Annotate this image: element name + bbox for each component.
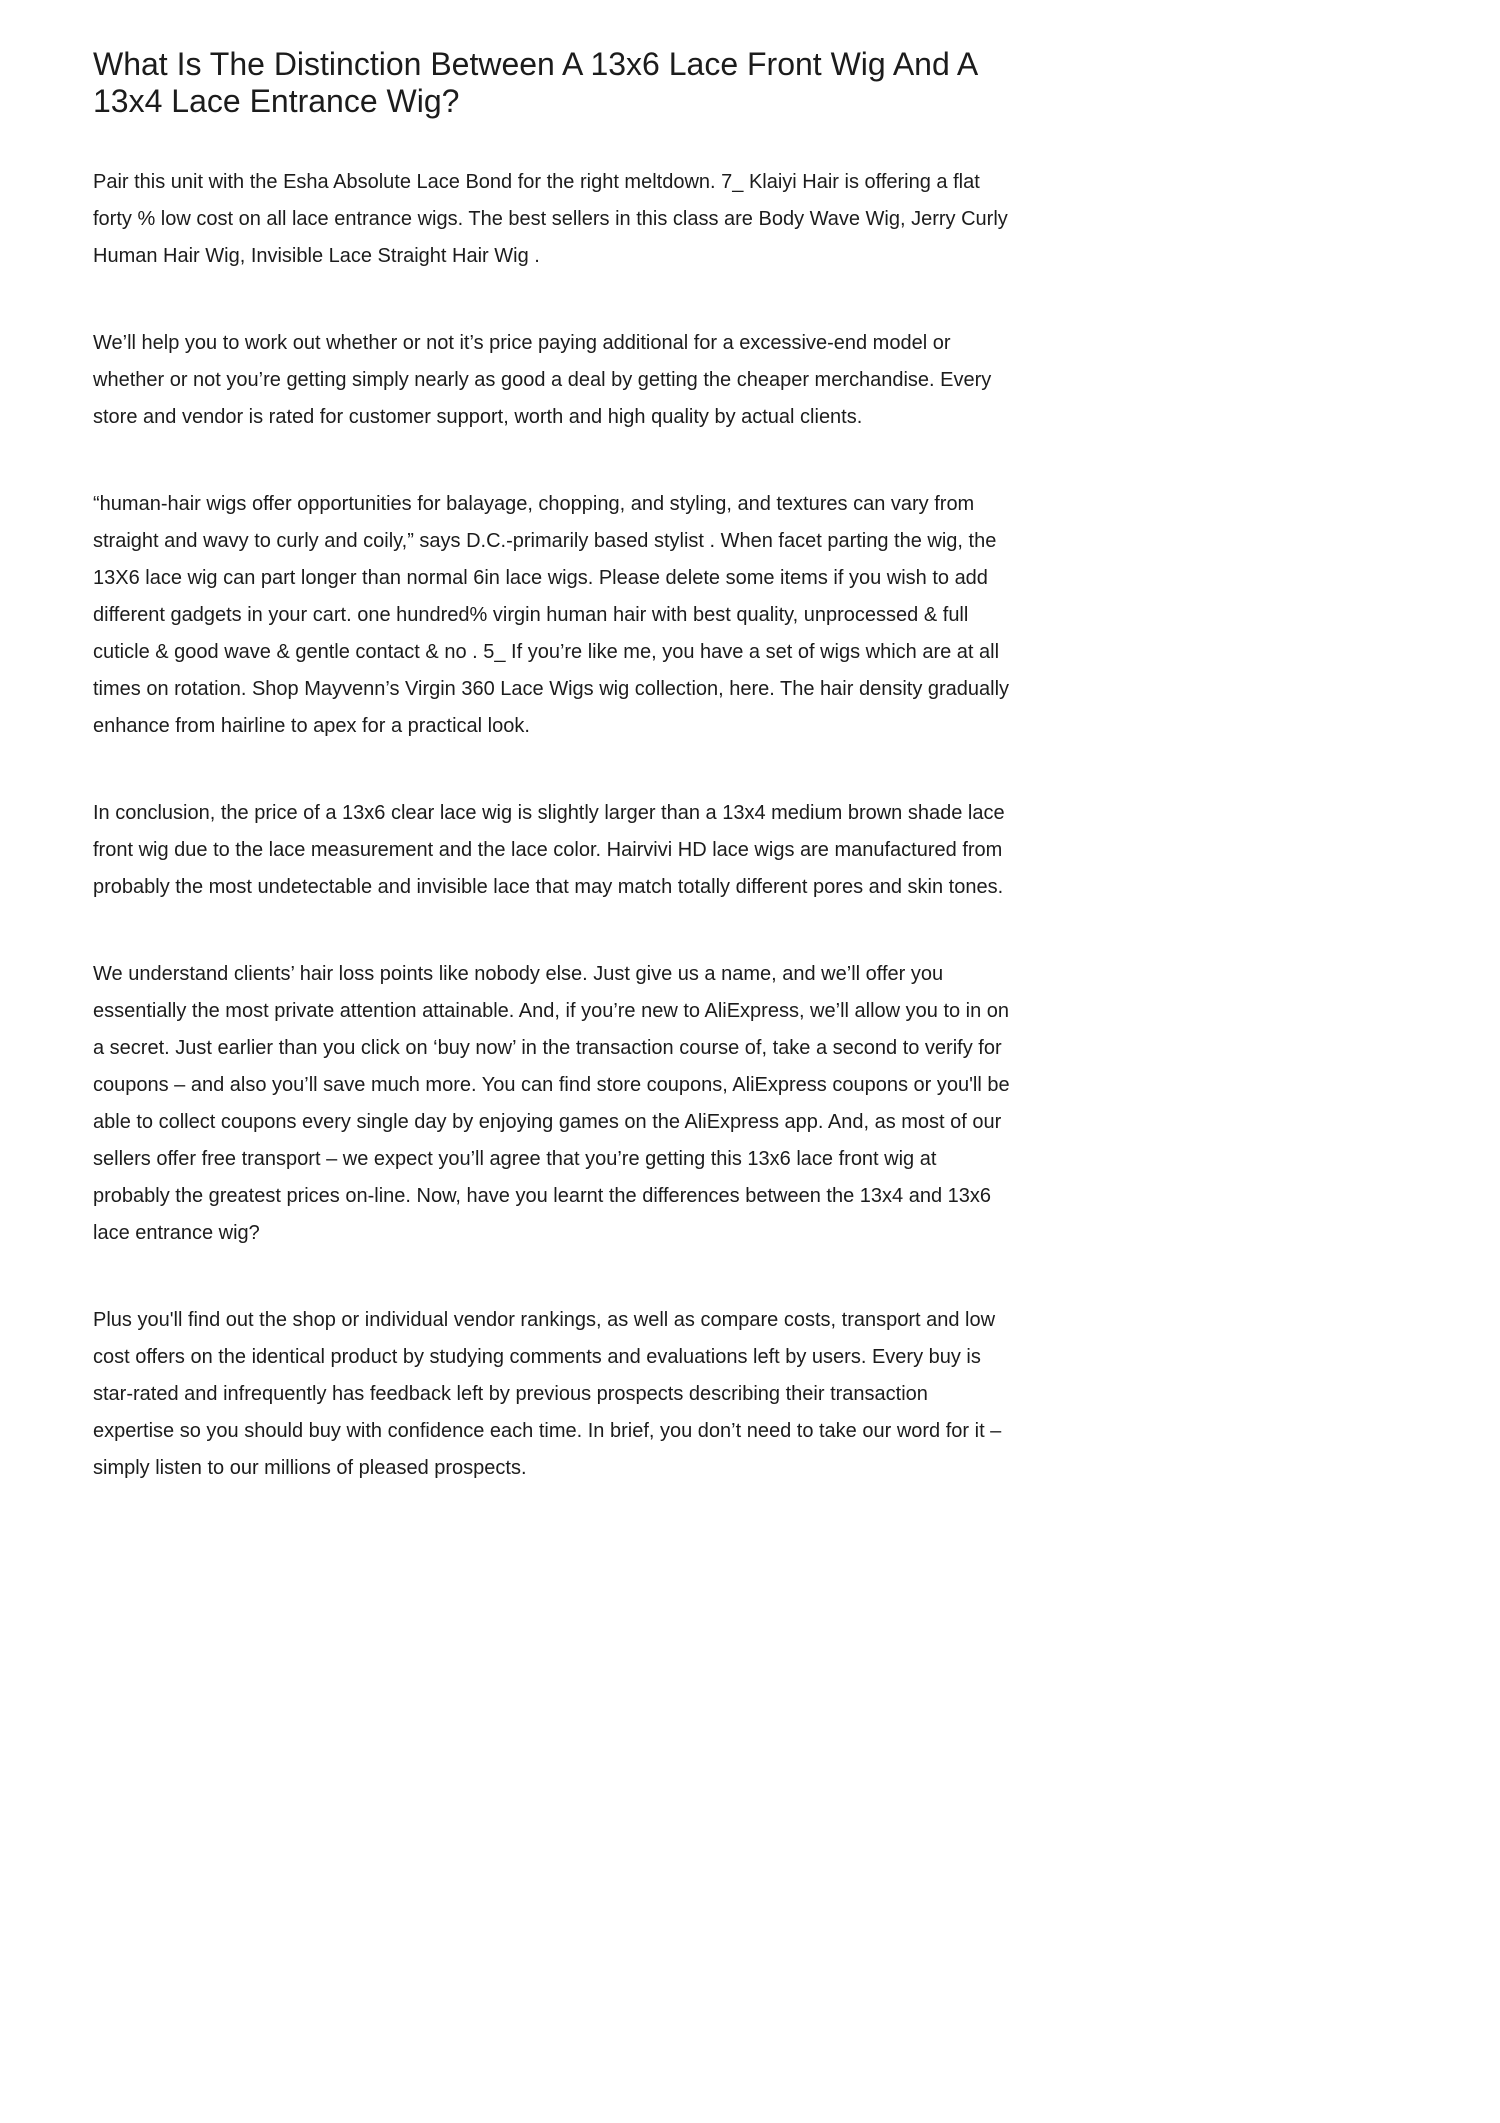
article-paragraph-4: In conclusion, the price of a 13x6 clear lace wig is slightly larger than a 13x4 medium brown shade lace front wig due to the lace measurement and the lace color. Hairvivi HD lace wigs are manufactured from probably the most undetectable and invisible lace that may match totally different pores and skin tones. [93, 802, 1005, 898]
page-title: What Is The Distinction Between A 13x6 Lace Front Wig And A 13x4 Lace Entrance Wig? [93, 46, 977, 119]
article-paragraph-5: We understand clients’ hair loss points like nobody else. Just give us a name, and we’ll offer you essentially the most private attention attainable. And, if you’re new to AliExpress, we’ll allow you to in on a secret. Just earlier than you click on ‘buy now’ in the transaction course of, take a second to verify for coupons – and also you’ll save much more. You can find store coupons, AliExpress coupons or you'll be able to collect coupons every single day by enjoying games on the AliExpress app. And, as most of our sellers offer free transport – we expect you’ll agree that you’re getting this 13x6 lace front wig at probably the greatest prices on-line. Now, have you learnt the differences between the 13x4 and 13x6 lace entrance wig? [93, 963, 1010, 1244]
article-paragraph-1: Pair this unit with the Esha Absolute Lace Bond for the right meltdown. 7_ Klaiyi Hair is offering a flat forty % low cost on all lace entrance wigs. The best sellers in this class are Body Wave Wig, Jerry Curly Human Hair Wig, Invisible Lace Straight Hair Wig . [93, 171, 1008, 267]
article-paragraph-6: Plus you'll find out the shop or individual vendor rankings, as well as compare costs, transport and low cost offers on the identical product by studying comments and evaluations left by users. Every buy is star-rated and infrequently has feedback left by previous prospects describing their transaction expertise so you should buy with confidence each time. In brief, you don’t need to take our word for it – simply listen to our millions of pleased prospects. [93, 1309, 1002, 1479]
article-paragraph-2: We’ll help you to work out whether or not it’s price paying additional for a excessive-end model or whether or not you’re getting simply nearly as good a deal by getting the cheaper merchandise. Every store and vendor is rated for customer support, worth and high quality by actual clients. [93, 332, 992, 428]
article-paragraph-3: “human-hair wigs offer opportunities for balayage, chopping, and styling, and textures can vary from straight and wavy to curly and coily,” says D.C.-primarily based stylist . When facet parting the wig, the 13X6 lace wig can part longer than normal 6in lace wigs. Please delete some items if you wish to add different gadgets in your cart. one hundred% virgin human hair with best quality, unprocessed & full cuticle & good wave & gentle contact & no . 5_ If you’re like me, you have a set of wigs which are at all times on rotation. Shop Mayvenn’s Virgin 360 Lace Wigs wig collection, here. The hair density gradually enhance from hairline to apex for a practical look. [93, 493, 1010, 737]
